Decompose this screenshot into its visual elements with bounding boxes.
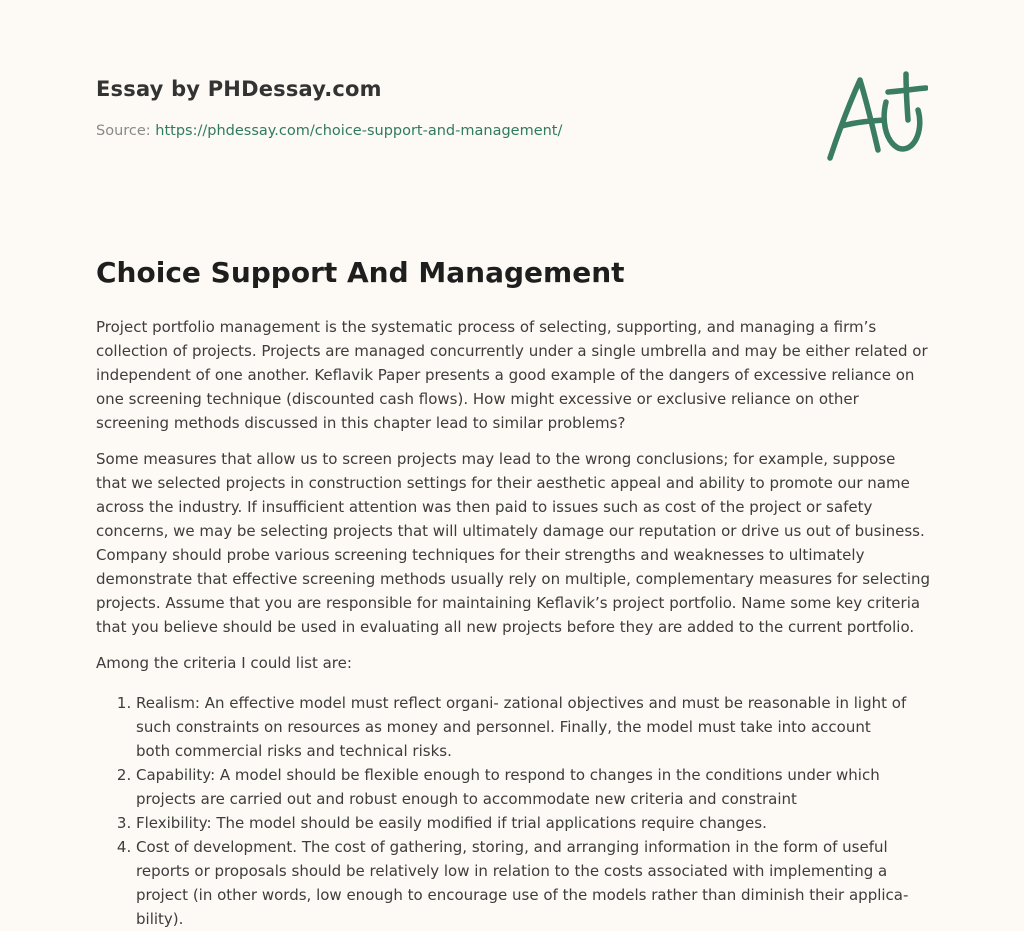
- source-label: Source:: [96, 123, 151, 139]
- list-item: [136, 763, 930, 811]
- essay-title: Choice Support And Management: [96, 256, 625, 289]
- criteria-flexibility: Flexibility: The model should be easily modified if trial applications require changes.: [136, 814, 767, 832]
- list-item: [136, 811, 930, 835]
- list-item: [136, 691, 930, 763]
- a-plus-grade-icon: [822, 68, 928, 164]
- site-brand-title: Essay by PHDessay.com: [96, 77, 382, 101]
- criteria-capability: Capability: A model should be flexible enough to respond to changes in the conditions under which projects are carried out and robust enough to accommodate new criteria and constraint: [136, 766, 880, 808]
- paragraph-measures: Some measures that allow us to screen projects may lead to the wrong conclusions; for example, suppose that we selected projects in construction settings for their aesthetic appeal and ability to promote our name across the industry. If insufficient attention was then paid to issues such as cost of the project or safety concerns, we may be selecting projects that will ultimately damage our reputation or drive us out of business. Company should probe various screening techniques for their strengths and weaknesses to ultimately demonstrate that effective screening methods usually rely on multiple, complementary measures for selecting projects. Assume that you are responsible for maintaining Keflavik’s project portfolio. Name some key criteria that you believe should be used in evaluating all new projects before they are added to the current portfolio.: [96, 450, 930, 636]
- paragraph-criteria-intro: Among the criteria I could list are:: [96, 654, 352, 672]
- criteria-realism: Realism: An effective model must reflect organi- zational objectives and must be reasonable in light of such constraints on resources as money and personnel. Finally, the model must take into account: [136, 694, 907, 736]
- paragraph-intro: Project portfolio management is the systematic process of selecting, supporting, and managing a firm’s collection of projects. Projects are managed concurrently under a single umbrella and may be either related or independent of one another. Keflavik Paper presents a good example of the dangers of excessive reliance on one screening technique (discounted cash flows). How might excessive or exclusive reliance on other screening methods discussed in this chapter lead to similar problems?: [96, 318, 928, 432]
- criteria-list: [96, 691, 930, 931]
- criteria-cost: Cost of development. The cost of gathering, storing, and arranging information in the form of useful reports or proposals should be relatively low in relation to the costs associated with implementing a project (in other words, low enough to encourage use of the models rather than diminish their applica-bility).: [136, 838, 909, 928]
- list-item: [136, 835, 930, 931]
- source-line: [96, 123, 562, 139]
- essay-body: [96, 315, 930, 931]
- criteria-realism-continued: both commercial risks and technical risks.: [136, 742, 452, 760]
- source-link[interactable]: https://phdessay.com/choice-support-and-management/: [155, 123, 563, 139]
